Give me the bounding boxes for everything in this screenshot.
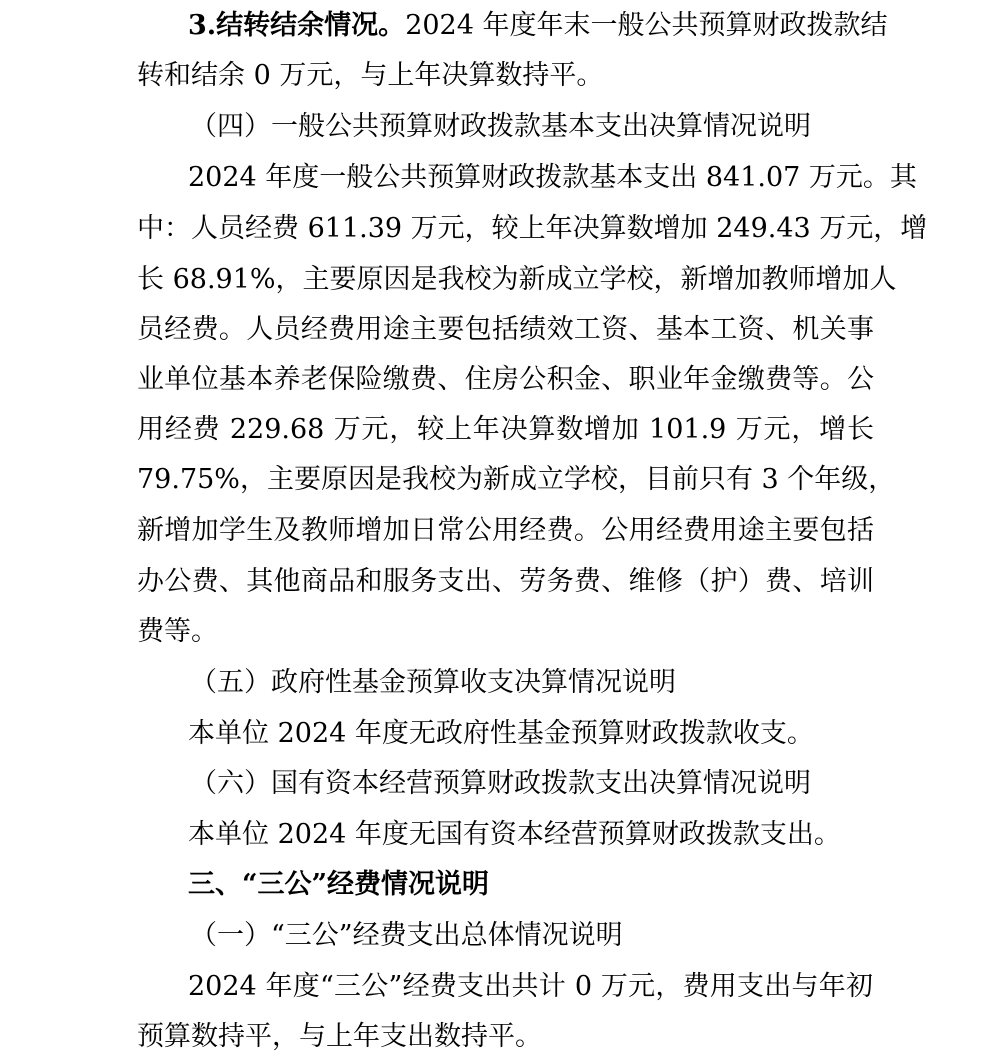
paragraph-line: 本单位 2024 年度无政府性基金预算财政拨款收支。 [188,718,814,749]
section-heading: （一）“三公”经费支出总体情况说明 [190,920,623,951]
paragraph-line: 用经费 229.68 万元，较上年决算数增加 101.9 万元，增长 [137,414,874,445]
paragraph-line: 2024 年度“三公”经费支出共计 0 万元，费用支出与年初 [188,971,873,1002]
paragraph-line: 79.75%，主要原因是我校为新成立学校，目前只有 3 个年级， [137,464,896,495]
paragraph-line: 新增加学生及教师增加日常公用经费。公用经费用途主要包括 [137,515,874,546]
paragraph-line: 2024 年度一般公共预算财政拨款基本支出 841.07 万元。其 [188,162,917,193]
paragraph-lead: 3.结转结余情况。 [188,10,406,41]
paragraph-line [188,10,888,42]
paragraph-line: 中：人员经费 611.39 万元，较上年决算数增加 249.43 万元，增 [137,213,928,244]
paragraph-line: 转和结余 0 万元，与上年决算数持平。 [137,60,604,91]
paragraph-line: 办公费、其他商品和服务支出、劳务费、维修（护）费、培训 [137,566,874,597]
paragraph-line: 员经费。人员经费用途主要包括绩效工资、基本工资、机关事 [137,314,874,345]
paragraph-line: 本单位 2024 年度无国有资本经营预算财政拨款支出。 [188,819,841,850]
paragraph-text: 2024 年度年末一般公共预算财政拨款结 [405,10,888,41]
chapter-heading: 三、“三公”经费情况说明 [188,869,490,900]
section-heading: （六）国有资本经营预算财政拨款支出决算情况说明 [190,768,811,799]
section-heading: （五）政府性基金预算收支决算情况说明 [190,667,676,698]
section-heading: （四）一般公共预算财政拨款基本支出决算情况说明 [190,111,811,142]
paragraph-line: 预算数持平，与上年支出数持平。 [137,1021,542,1052]
paragraph-line: 业单位基本养老保险缴费、住房公积金、职业年金缴费等。公 [137,364,874,395]
paragraph-line: 长 68.91%，主要原因是我校为新成立学校，新增加教师增加人 [137,264,897,295]
paragraph-line: 费等。 [137,616,218,647]
